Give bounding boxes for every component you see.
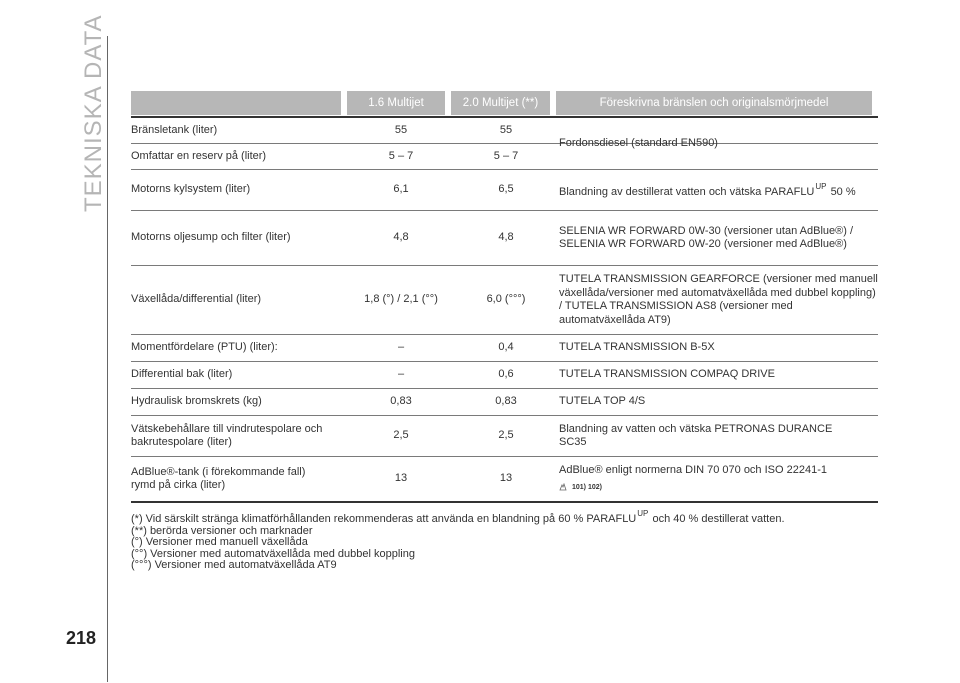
row-label: Momentfördelare (PTU) (liter): (131, 341, 278, 354)
table-row (131, 266, 878, 335)
row-value-16: 6,1 (393, 183, 409, 196)
footnote-1 (131, 508, 878, 526)
row-value-16: 4,8 (393, 231, 409, 244)
row-value-20: 5 – 7 (493, 149, 519, 162)
warning-hand-icon (559, 483, 567, 491)
table-row (131, 416, 878, 457)
footnote-2: (**) berörda versioner och marknader (131, 524, 313, 537)
table-row (131, 457, 878, 503)
row-value-20: 2,5 (498, 429, 514, 442)
table-row (131, 211, 878, 266)
row-description: TUTELA TRANSMISSION B-5X (559, 341, 715, 354)
row-label: Omfattar en reserv på (liter) (131, 149, 267, 162)
row-value-20: 0,4 (498, 341, 514, 354)
row-value-16: 0,83 (390, 395, 412, 408)
row-value-20: 6,0 (°°°) (486, 293, 526, 306)
row-label: Bränsletank (liter) (131, 123, 218, 136)
footnote-1-end: och 40 % destillerat vatten. (652, 513, 785, 525)
footnote-5: (°°°) Versioner med automatväxellåda AT9 (131, 559, 337, 571)
row-value-20: 4,8 (498, 231, 514, 244)
section-title: TEKNISKA DATA (80, 14, 107, 212)
table-row (131, 362, 878, 389)
row-label: Hydraulisk bromskrets (kg) (131, 395, 262, 408)
side-divider (107, 36, 108, 682)
header-engine-20: 2.0 Multijet (**) (451, 91, 550, 115)
row-description: Blandning av vatten och vätska PETRONAS DURANCE SC35 (559, 422, 833, 448)
header-engine-16: 1.6 Multijet (347, 91, 445, 115)
coolant-desc-text: Blandning av destillerat vatten och vätska PARAFLU (559, 186, 815, 199)
row-value-16: 2,5 (393, 429, 409, 442)
coolant-desc-percent: 50 % (830, 186, 856, 199)
row-value-16: 1,8 (°) / 2,1 (°°) (364, 293, 438, 306)
footnote-4: (°°) Versioner med automatväxellåda med dubbel koppling (131, 547, 415, 560)
row-label: Motorns kylsystem (liter) (131, 183, 251, 196)
row-description: TUTELA TOP 4/S (559, 395, 646, 408)
warning-references (559, 481, 602, 495)
row-value-20: 55 (499, 123, 513, 136)
row-value-20: 13 (499, 472, 513, 485)
table-row (131, 335, 878, 362)
row-description: SELENIA WR FORWARD 0W-30 (versioner utan AdBlue®) / SELENIA WR FORWARD 0W-20 (versioner med AdBlue®) (559, 224, 853, 250)
row-value-20: 6,5 (498, 183, 514, 196)
footnotes (131, 508, 878, 572)
table-row (131, 389, 878, 416)
row-value-16: – (397, 341, 405, 354)
row-value-20: 0,83 (495, 395, 517, 408)
row-label: Differential bak (liter) (131, 368, 233, 381)
page-number: 218 (66, 628, 97, 648)
row-label: AdBlue®-tank (i förekommande fall) rymd på cirka (liter) (131, 465, 306, 491)
fluids-table (131, 91, 878, 503)
row-value-16: 5 – 7 (388, 149, 414, 162)
row-value-20: 0,6 (498, 368, 514, 381)
fuel-description: Fordonsdiesel (standard EN590) (559, 137, 718, 149)
row-label: Växellåda/differential (liter) (131, 293, 262, 306)
row-value-16: 55 (394, 123, 408, 136)
header-fluids: Föreskrivna bränslen och originalsmörjmedel (556, 91, 872, 115)
table-row (131, 170, 878, 211)
row-label: Motorns oljesump och filter (liter) (131, 231, 291, 244)
row-description (559, 170, 879, 210)
row-value-16: – (397, 368, 405, 381)
adblue-desc: AdBlue® enligt normerna DIN 70 070 och ISO 22241-1 (559, 464, 827, 476)
row-description (559, 457, 879, 501)
row-description: TUTELA TRANSMISSION GEARFORCE (versioner med manuell växellåda/versioner med automatväxellåda med dubbel koppling) / TUTELA TRANSMISSION AS8 (versioner med automatväxellåda AT9) (559, 273, 878, 326)
header-blank (131, 91, 341, 115)
paraflu-superscript: UP (637, 509, 649, 518)
table-header (131, 91, 878, 115)
footnote-1-text: (*) Vid särskilt stränga klimatförhållanden rekommenderas att använda en blandning på 60 % PARAFLU (131, 513, 637, 525)
table-body (131, 118, 878, 503)
row-value-16: 13 (394, 472, 408, 485)
paraflu-superscript: UP (815, 182, 827, 192)
row-label: Vätskebehållare till vindrutespolare och bakrutespolare (liter) (131, 422, 323, 448)
footnote-3: (°) Versioner med manuell växellåda (131, 536, 308, 548)
row-description: TUTELA TRANSMISSION COMPAQ DRIVE (559, 368, 775, 381)
reference-numbers: 101) 102) (572, 483, 602, 491)
